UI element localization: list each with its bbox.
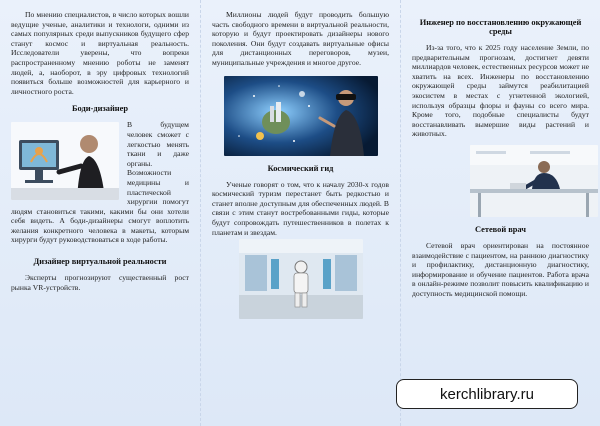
network-doctor-illustration	[470, 145, 598, 217]
body-designer-paragraph: В будущем человек сможет с легкостью менять ткани и даже органы. Возможности медицины и пластической хирургии помогут людям становиться такими, какими бы они хотели себя видеть. А боди-дизайнеры смогут воплотить желания конкретного человека в макеты, которым хирурги будут руководствоваться в ходе работы.	[11, 120, 189, 245]
space-guide-heading: Космический гид	[267, 163, 334, 173]
space-vr-illustration	[224, 76, 378, 156]
vr-paragraph: Миллионы людей будут проводить большую часть свободного времени в виртуальной реальности, которую и будут проектировать дизайнеры нового поколения. Они будут создавать виртуальные офисы для дистанционных переговоров, музеи, муниципальные учреждения и многое другое.	[212, 10, 389, 67]
network-doctor-heading: Сетевой врач	[474, 224, 527, 234]
body-designer-section	[11, 120, 189, 245]
eco-engineer-paragraph: Из-за того, что к 2025 году население Земли, по предварительным прогнозам, достигнет девяти миллиардов человек, естественных ресурсов может не хватить на всех. Инженеры по восстановлению окружающей среды займутся реабилитацией экосистем в местах с угнетенной экологией, используя образцы флоры и фауны со всего мира. Кроме того, подобные специалисты будут восстанавливать вымершие виды растений и животных.	[412, 43, 589, 139]
column-left	[0, 0, 200, 426]
intro-paragraph: По мнению специалистов, в число которых вошли ведущие ученые, аналитики и технологи, одними из самых популярных среди выпускников будущего сфер станут космос и виртуальная реальность. Исследователи уверены, что вопреки распространенному мнению роботы не заменят людей, а, наоборот, в эру цифровых технологий появиться больше возможностей для карьерного и личностного роста.	[11, 10, 189, 96]
vr-designer-paragraph: Эксперты прогнозируют существенный рост рынка VR-устройств.	[11, 273, 189, 292]
site-watermark: kerchlibrary.ru	[396, 379, 578, 409]
space-guide-paragraph: Ученые говорят о том, что к началу 2030-х годов космический туризм перестанет быть редкостью и станет вполне доступным для обеспеченных людей. В связи с этим станут востребованными гиды, которые будут сопровождать путешественников в полетах к планетам и звездам.	[212, 179, 389, 237]
eco-engineer-heading: Инженер по восстановлению окружающей среды	[419, 18, 582, 36]
space-station-illustration	[239, 239, 363, 319]
column-middle	[200, 0, 400, 426]
body-designer-heading: Боди-дизайнер	[72, 104, 128, 114]
vr-designer-heading: Дизайнер виртуальной реальности	[33, 257, 167, 267]
network-doctor-paragraph: Сетевой врач ориентирован на постоянное взаимодействие с пациентом, на раннюю диагностику и профилактику, дистанционную диагностику, информирование и обучение пациентов. Работа врача в онлайн-режиме позволит повысить квалификацию и доступность медицинской помощи.	[412, 240, 589, 298]
body-designer-illustration	[11, 122, 119, 200]
column-right	[400, 0, 600, 426]
